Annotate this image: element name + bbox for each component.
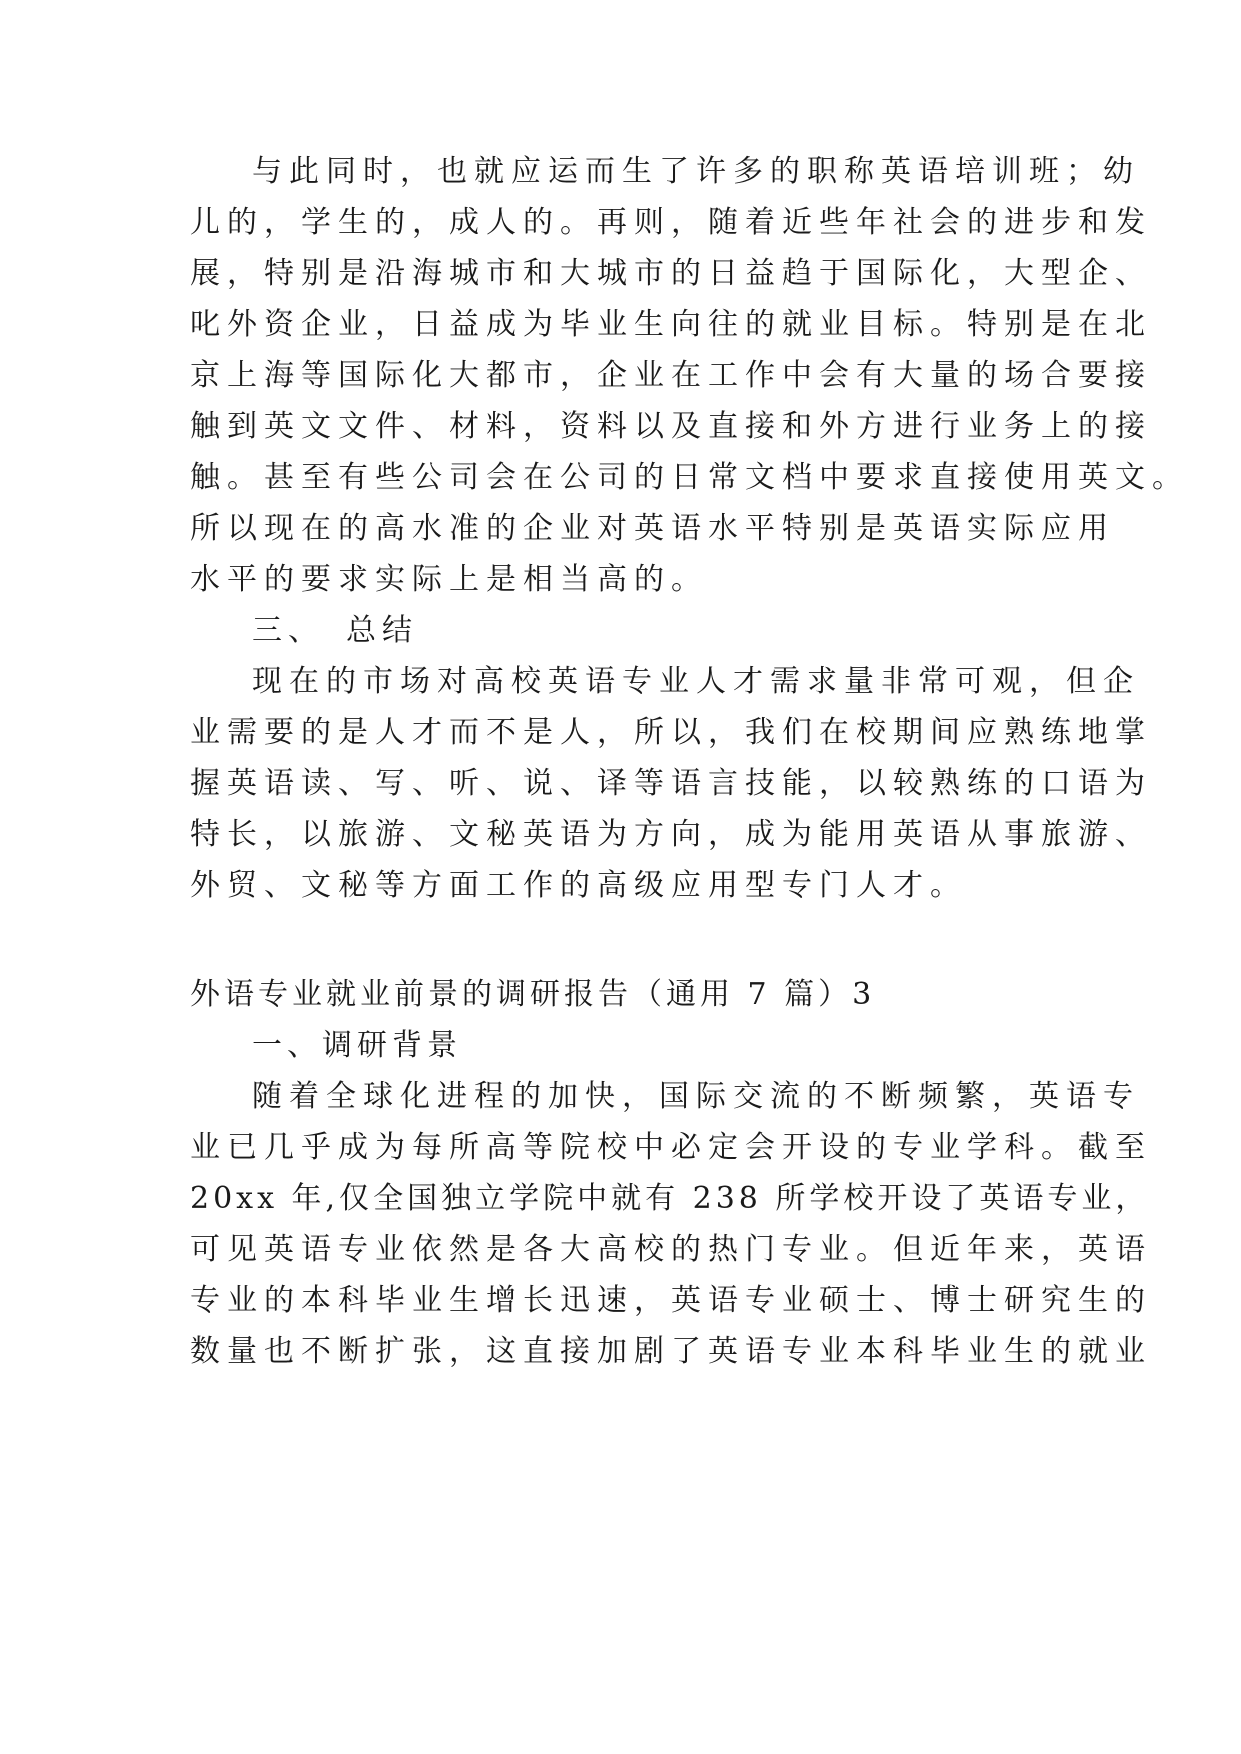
paragraph-line: 展，特别是沿海城市和大城市的日益趋于国际化，大型企、	[190, 256, 1152, 291]
paragraph-line: 水平的要求实际上是相当高的。	[190, 562, 708, 597]
paragraph-line: 叱外资企业，日益成为毕业生向往的就业目标。特别是在北	[190, 307, 1152, 342]
paragraph-line: 数量也不断扩张，这直接加剧了英语专业本科毕业生的就业	[190, 1334, 1152, 1369]
paragraph-line: 儿的，学生的，成人的。再则，随着近些年社会的进步和发	[190, 205, 1152, 240]
paragraph-line: 业已几乎成为每所高等院校中必定会开设的专业学科。截至	[190, 1130, 1152, 1165]
paragraph-line: 业需要的是人才而不是人，所以，我们在校期间应熟练地掌	[190, 715, 1152, 750]
paragraph-line: 握英语读、写、听、说、译等语言技能，以较熟练的口语为	[190, 766, 1152, 801]
section-heading-background: 一、调研背景	[252, 1028, 462, 1063]
paragraph-line: 20xx 年,仅全国独立学院中就有 238 所学校开设了英语专业，	[190, 1181, 1150, 1216]
report-title: 外语专业就业前景的调研报告（通用 7 篇）3	[190, 977, 876, 1012]
paragraph-line: 触到英文文件、材料，资料以及直接和外方进行业务上的接	[190, 409, 1152, 444]
paragraph-line: 外贸、文秘等方面工作的高级应用型专门人才。	[190, 868, 967, 903]
paragraph-line: 与此同时，也就应运而生了许多的职称英语培训班；幼	[252, 154, 1140, 189]
section-number: 三、	[252, 613, 324, 648]
paragraph-line: 可见英语专业依然是各大高校的热门专业。但近年来，英语	[190, 1232, 1152, 1267]
paragraph-line: 触。甚至有些公司会在公司的日常文档中要求直接使用英文。	[190, 460, 1189, 495]
paragraph-line: 随着全球化进程的加快，国际交流的不断频繁，英语专	[252, 1079, 1140, 1114]
section-title: 总结	[346, 613, 418, 648]
paragraph-line: 现在的市场对高校英语专业人才需求量非常可观，但企	[252, 664, 1140, 699]
paragraph-line: 专业的本科毕业生增长迅速，英语专业硕士、博士研究生的	[190, 1283, 1152, 1318]
paragraph-line: 京上海等国际化大都市，企业在工作中会有大量的场合要接	[190, 358, 1152, 393]
paragraph-line: 所以现在的高水准的企业对英语水平特别是英语实际应用	[190, 511, 1115, 546]
paragraph-line: 特长，以旅游、文秘英语为方向，成为能用英语从事旅游、	[190, 817, 1152, 852]
section-heading-summary	[252, 611, 418, 651]
